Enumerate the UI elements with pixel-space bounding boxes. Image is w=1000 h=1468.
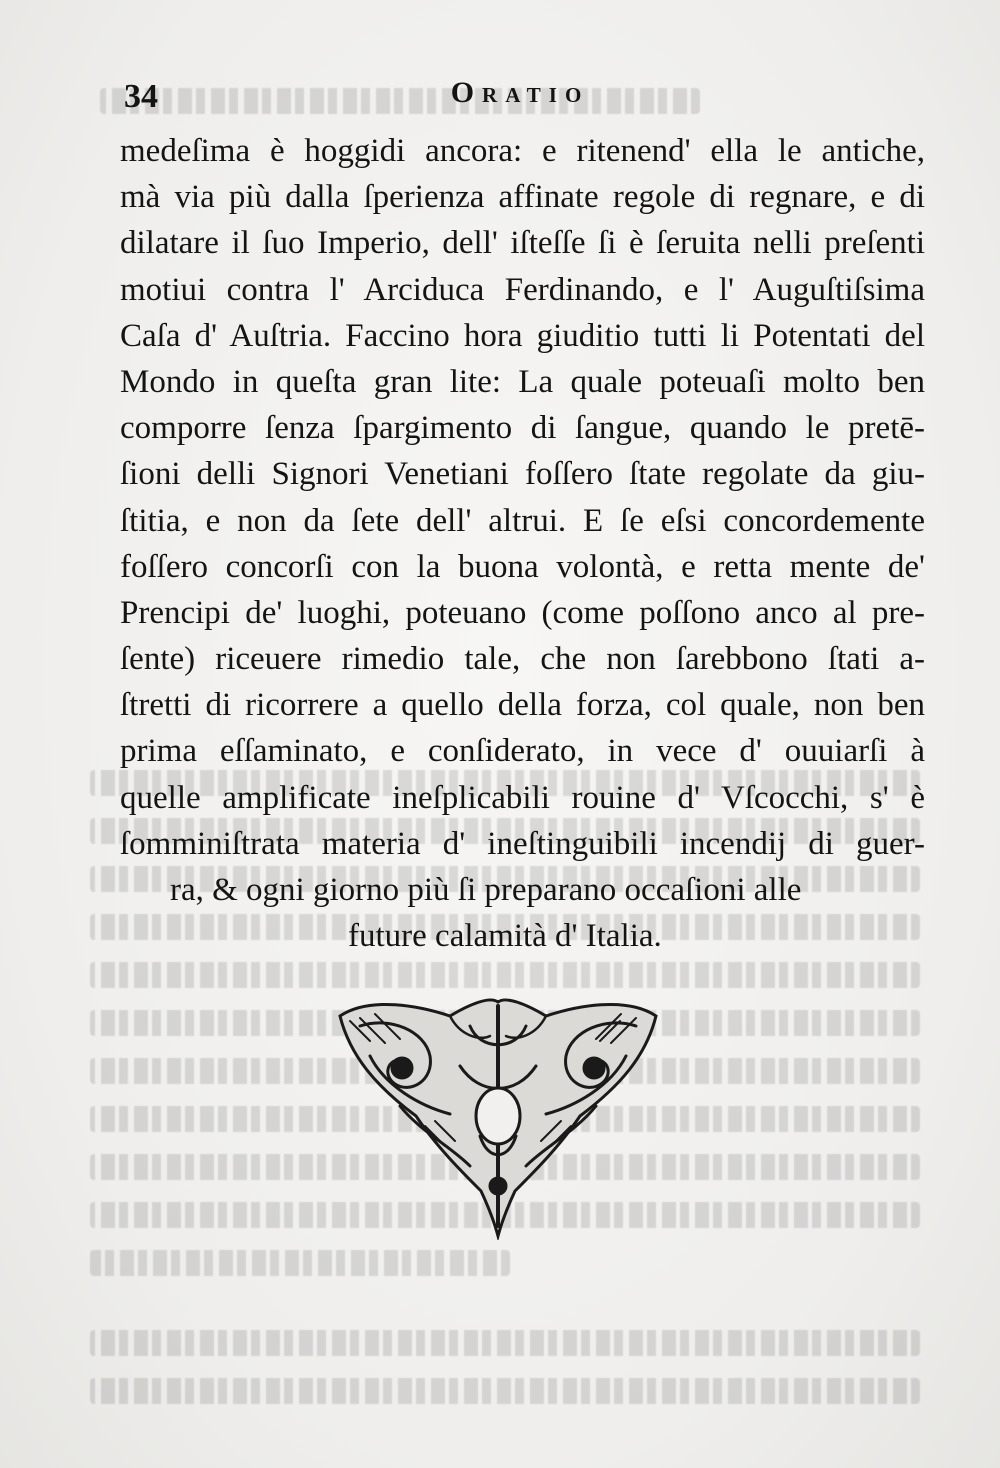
text-line: quelle amplificate ineſplicabili rouine d' Vſcocchi, s' è [120, 779, 925, 816]
text-line: ſioni delli Signori Venetiani foſſero ſtate regolate da giu- [120, 456, 925, 493]
text-line: mà via più dalla ſperienza affinate regole di regnare, e di [120, 179, 925, 216]
text-line: Prencipi de' luoghi, poteuano (come poſſono anco al pre- [120, 594, 925, 631]
body-text [120, 128, 925, 959]
text-line: ſomminiſtrata materia d' ineſtinguibili incendij di guer- [120, 825, 925, 862]
text-line: foſſero concorſi con la buona volontà, e retta mente de' [120, 548, 925, 585]
text-line: medeſima è hoggidi ancora: e ritenend' ella le antiche, [120, 133, 925, 169]
text-line: motiui contra l' Arciduca Ferdinando, e l' Auguſtiſsima [120, 271, 925, 308]
text-line: comporre ſenza ſpargimento di ſangue, quando le pretē- [120, 410, 925, 447]
text-line: dilatare il ſuo Imperio, dell' iſteſſe ſi è ſeruita nelli preſenti [120, 225, 925, 262]
text-line: ra, & ogni giorno più ſi preparano occaſioni alle [170, 872, 802, 908]
text-line: ſente) riceuere rimedio tale, che non ſarebbono ſtati a- [120, 641, 925, 678]
text-line: future calamità d' Italia. [348, 918, 662, 955]
text-line: ſtretti di ricorrere a quello della forza, col quale, non ben [120, 687, 925, 724]
running-head: Oratio [450, 76, 590, 109]
fleuron-ornament-icon [330, 996, 666, 1240]
text-line: Mondo in queſta gran lite: La quale poteuaſi molto ben [120, 363, 925, 400]
page-header [120, 76, 920, 116]
text-line: Caſa d' Auſtria. Faccino hora giuditio tutti li Potentati del [120, 317, 925, 354]
text-line: prima eſſaminato, e conſiderato, in vece d' ouuiarſi à [120, 733, 925, 770]
page-number: 34 [124, 78, 158, 115]
text-line: ſtitia, e non da ſete dell' altrui. E ſe eſsi concordemente [120, 502, 925, 539]
